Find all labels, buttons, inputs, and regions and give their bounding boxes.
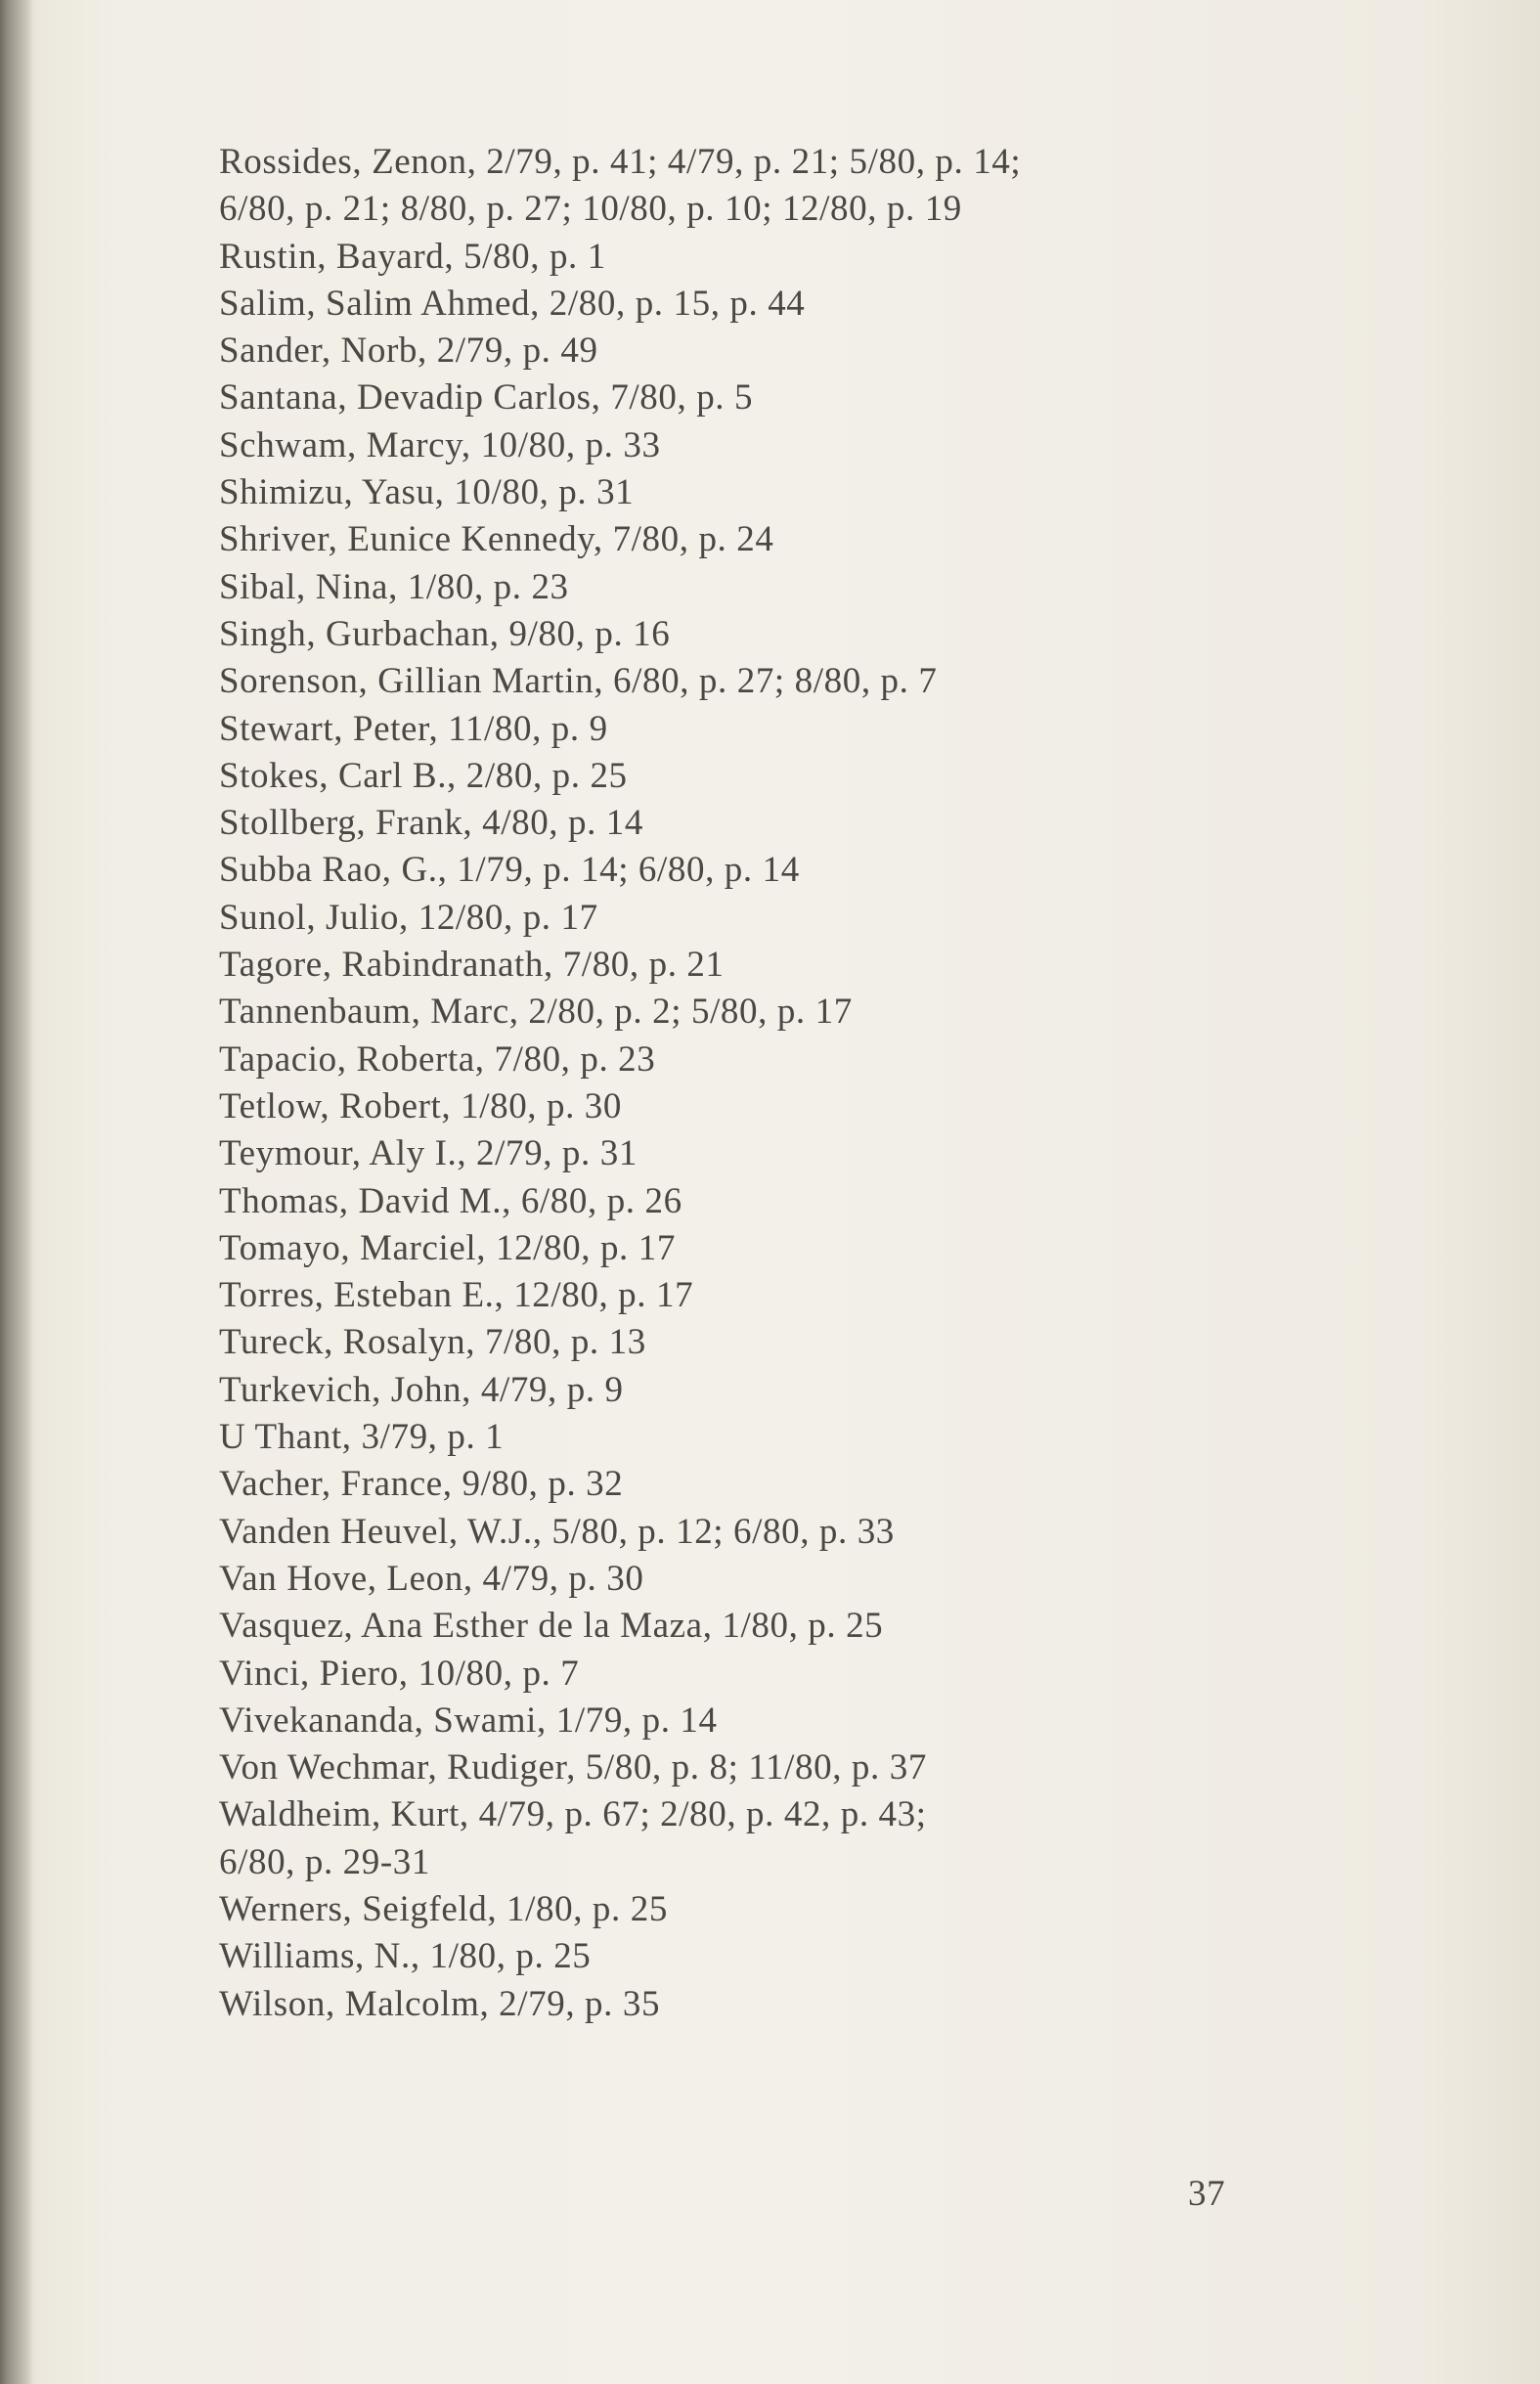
index-entry xyxy=(219,1319,1343,1366)
index-entry-line: Waldheim, Kurt, 4/79, p. 67; 2/80, p. 42, p. 43; xyxy=(219,1794,927,1835)
index-entry xyxy=(219,1130,1343,1177)
index-entry xyxy=(219,234,1343,281)
index-entry-line: Rossides, Zenon, 2/79, p. 41; 4/79, p. 21; 5/80, p. 14; xyxy=(219,142,1022,182)
index-entry-line: Sander, Norb, 2/79, p. 49 xyxy=(219,331,598,372)
index-entry-line: Wilson, Malcolm, 2/79, p. 35 xyxy=(219,1983,661,2024)
index-entry-line: Von Wechmar, Rudiger, 5/80, p. 8; 11/80, p. 37 xyxy=(219,1747,927,1788)
index-entry xyxy=(219,611,1343,658)
index-entry xyxy=(219,658,1343,705)
index-entry xyxy=(219,1933,1343,1980)
index-entry xyxy=(219,375,1343,421)
index-entry-line: Sunol, Julio, 12/80, p. 17 xyxy=(219,897,598,938)
index-entry xyxy=(219,1698,1343,1744)
index-entry xyxy=(219,1791,1343,1886)
index-entry xyxy=(219,139,1343,234)
index-entry-line: Teymour, Aly I., 2/79, p. 31 xyxy=(219,1133,638,1174)
index-entry xyxy=(219,706,1343,753)
index-entry xyxy=(219,422,1343,469)
index-entry xyxy=(219,753,1343,800)
page-number: 37 xyxy=(1188,2174,1226,2214)
index-entry xyxy=(219,1178,1343,1225)
index-entry-continuation-line: 6/80, p. 29-31 xyxy=(219,1841,431,1882)
index-entry-line: Tureck, Rosalyn, 7/80, p. 13 xyxy=(219,1322,646,1363)
index-entry-line: Vivekananda, Swami, 1/79, p. 14 xyxy=(219,1700,718,1741)
index-entry-line: Singh, Gurbachan, 9/80, p. 16 xyxy=(219,613,671,654)
index-entry-line: Santana, Devadip Carlos, 7/80, p. 5 xyxy=(219,377,754,419)
index-entry-line: U Thant, 3/79, p. 1 xyxy=(219,1417,505,1458)
index-entry-line: Rustin, Bayard, 5/80, p. 1 xyxy=(219,236,606,277)
index-entry xyxy=(219,1886,1343,1933)
index-entry-line: Vanden Heuvel, W.J., 5/80, p. 12; 6/80, p. 33 xyxy=(219,1511,895,1552)
index-entry-line: Sorenson, Gillian Martin, 6/80, p. 27; 8/80, p. 7 xyxy=(219,661,938,702)
index-entry xyxy=(219,1556,1343,1603)
index-entry xyxy=(219,1651,1343,1698)
index-entry xyxy=(219,1509,1343,1556)
index-entry xyxy=(219,895,1343,942)
index-entry xyxy=(219,1461,1343,1508)
index-entry xyxy=(219,564,1343,611)
index-entry-line: Tapacio, Roberta, 7/80, p. 23 xyxy=(219,1038,656,1080)
index-entry xyxy=(219,989,1343,1036)
index-entry-line: Torres, Esteban E., 12/80, p. 17 xyxy=(219,1275,694,1316)
index-entry xyxy=(219,1272,1343,1319)
index-entry-line: Shimizu, Yasu, 10/80, p. 31 xyxy=(219,472,635,513)
index-entry xyxy=(219,516,1343,563)
index-entry-line: Salim, Salim Ahmed, 2/80, p. 15, p. 44 xyxy=(219,283,806,324)
index-entry-line: Stewart, Peter, 11/80, p. 9 xyxy=(219,708,608,749)
index-entry-line: Sibal, Nina, 1/80, p. 23 xyxy=(219,566,569,607)
index-entry-line: Tetlow, Robert, 1/80, p. 30 xyxy=(219,1085,622,1126)
index-entry-line: Tagore, Rabindranath, 7/80, p. 21 xyxy=(219,945,725,986)
index-entry xyxy=(219,1744,1343,1791)
index-entry-continuation-line: 6/80, p. 21; 8/80, p. 27; 10/80, p. 10; 12/80, p. 19 xyxy=(219,189,962,230)
index-entry xyxy=(219,1367,1343,1414)
index-entry-line: Subba Rao, G., 1/79, p. 14; 6/80, p. 14 xyxy=(219,850,800,891)
index-entry-line: Schwam, Marcy, 10/80, p. 33 xyxy=(219,424,661,465)
name-index-list xyxy=(219,139,1343,2028)
index-entry xyxy=(219,281,1343,328)
index-entry xyxy=(219,942,1343,989)
index-entry xyxy=(219,1414,1343,1461)
index-entry-line: Vasquez, Ana Esther de la Maza, 1/80, p. 25 xyxy=(219,1606,884,1647)
index-entry xyxy=(219,800,1343,847)
index-entry xyxy=(219,1083,1343,1130)
book-spine-shadow xyxy=(0,0,33,2384)
index-entry xyxy=(219,847,1343,894)
index-entry xyxy=(219,1981,1343,2028)
index-entry-line: Werners, Seigfeld, 1/80, p. 25 xyxy=(219,1888,668,1929)
index-entry-line: Van Hove, Leon, 4/79, p. 30 xyxy=(219,1558,644,1599)
index-entry-line: Stokes, Carl B., 2/80, p. 25 xyxy=(219,755,628,796)
index-entry-line: Vinci, Piero, 10/80, p. 7 xyxy=(219,1653,580,1694)
index-entry-line: Tomayo, Marciel, 12/80, p. 17 xyxy=(219,1227,676,1268)
index-entry xyxy=(219,1603,1343,1650)
index-entry-line: Shriver, Eunice Kennedy, 7/80, p. 24 xyxy=(219,519,774,560)
index-entry-line: Vacher, France, 9/80, p. 32 xyxy=(219,1464,624,1505)
index-entry xyxy=(219,469,1343,516)
index-entry-line: Williams, N., 1/80, p. 25 xyxy=(219,1936,592,1977)
index-entry xyxy=(219,328,1343,375)
index-entry-line: Stollberg, Frank, 4/80, p. 14 xyxy=(219,803,643,844)
index-entry-line: Thomas, David M., 6/80, p. 26 xyxy=(219,1180,682,1221)
index-entry-line: Tannenbaum, Marc, 2/80, p. 2; 5/80, p. 17 xyxy=(219,992,853,1033)
index-entry xyxy=(219,1037,1343,1083)
index-entry xyxy=(219,1225,1343,1272)
index-entry-line: Turkevich, John, 4/79, p. 9 xyxy=(219,1369,624,1410)
